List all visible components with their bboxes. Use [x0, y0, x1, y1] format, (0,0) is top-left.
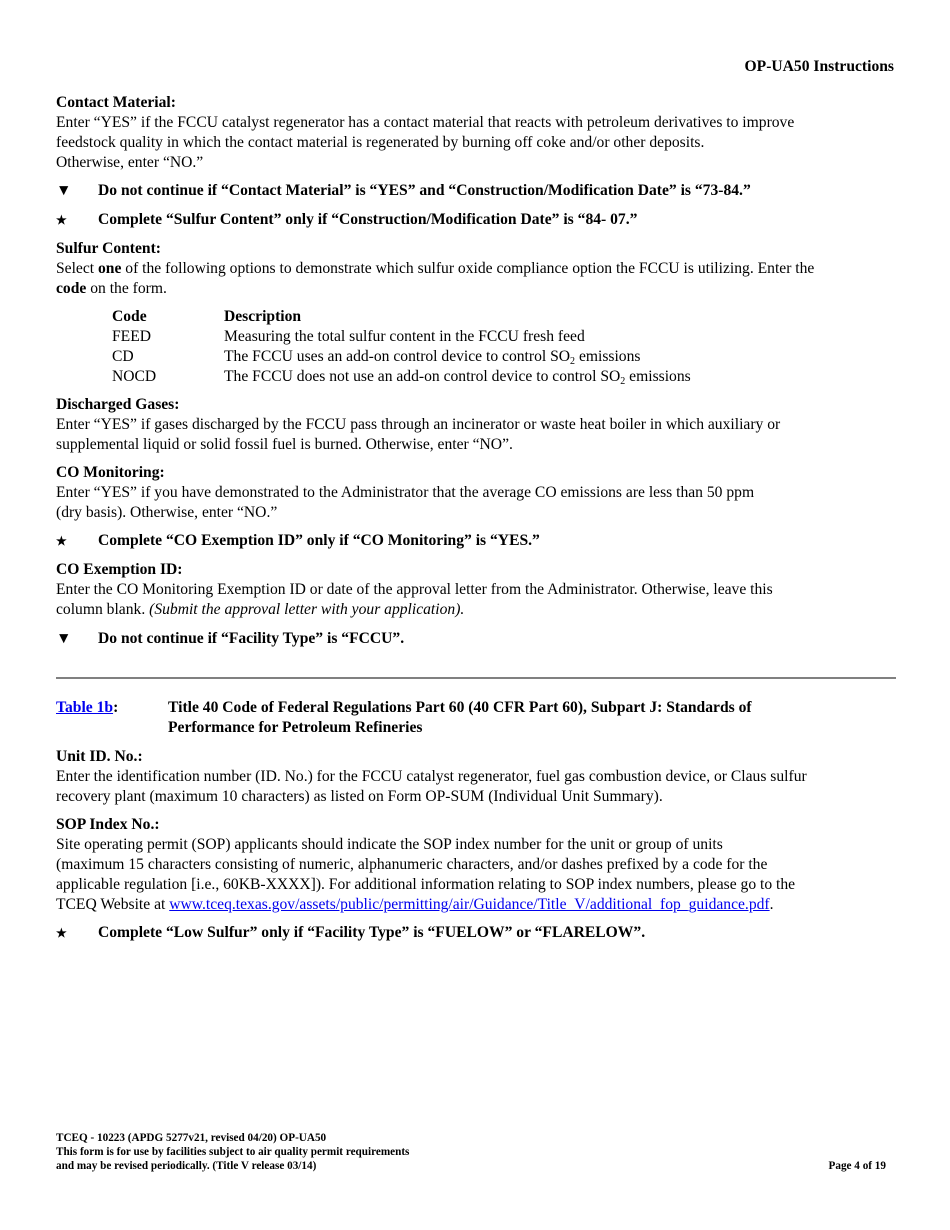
- description-cell: Measuring the total sulfur content in the FCCU fresh feed: [224, 328, 585, 345]
- co-exemption-text-1: Enter the CO Monitoring Exemption ID or date of the approval letter from the Administrator. Otherwise, leave this: [56, 581, 773, 598]
- co-exemption-heading: CO Exemption ID:: [56, 561, 183, 578]
- code-cell: FEED: [112, 328, 151, 345]
- discharged-gases-heading: Discharged Gases:: [56, 396, 180, 413]
- page-number: Page 4 of 19: [828, 1160, 886, 1172]
- co-exemption-text-2: column blank. (Submit the approval letter with your application).: [56, 601, 465, 618]
- star-icon: ★: [56, 926, 67, 940]
- contact-material-section: [56, 93, 896, 173]
- table-1b-title: Title 40 Code of Federal Regulations Part 60 (40 CFR Part 60), Subpart J: Standards of Performance for Petroleum Refineries: [168, 699, 752, 736]
- co-monitoring-text-1: Enter “YES” if you have demonstrated to the Administrator that the average CO emissions are less than 50 ppm: [56, 484, 755, 501]
- co-exemption-section: [56, 560, 896, 620]
- unit-id-text-1: Enter the identification number (ID. No.) for the FCCU catalyst regenerator, fuel gas combustion device, or Claus sulfur: [56, 768, 807, 785]
- down-triangle-icon: ▼: [56, 182, 72, 199]
- star-icon: ★: [56, 534, 67, 548]
- sulfur-code-table: [112, 307, 691, 387]
- co-monitoring-heading: CO Monitoring:: [56, 464, 165, 481]
- description-cell: The FCCU uses an add-on control device to control $SO_2$ emissions: [224, 348, 641, 367]
- note-text: Complete “Low Sulfur” only if “Facility Type” is “FUELOW” or “FLARELOW”.: [98, 924, 646, 941]
- tceq-guidance-link[interactable]: www.tceq.texas.gov/assets/public/permitting/air/Guidance/Title_V/additional_fop_guidance.pdf: [169, 896, 770, 913]
- contact-material-text-3: Otherwise, enter “NO.”: [56, 154, 204, 171]
- discharged-gases-section: [56, 395, 896, 455]
- sop-index-text-4: TCEQ Website at www.tceq.texas.gov/assets/public/permitting/air/Guidance/Title_V/additional_fop_guidance.pdf.: [56, 896, 774, 913]
- page-footer: [56, 1131, 896, 1173]
- table-row: [112, 367, 691, 387]
- contact-material-text-2: feedstock quality in which the contact material is regenerated by burning off coke and/or other deposits.: [56, 134, 705, 151]
- description-cell: The FCCU does not use an add-on control device to control $SO_2$ emissions: [224, 368, 691, 387]
- sop-index-text-1: Site operating permit (SOP) applicants should indicate the SOP index number for the unit or group of units: [56, 836, 723, 853]
- footer-form-id: TCEQ - 10223 (APDG 5277v21, revised 04/20) OP-UA50: [56, 1132, 327, 1144]
- contact-material-text-1: Enter “YES” if the FCCU catalyst regenerator has a contact material that reacts with petroleum derivatives to improve: [56, 114, 795, 131]
- sop-index-section: [56, 815, 896, 915]
- discharged-gases-text-2: supplemental liquid or solid fossil fuel is burned. Otherwise, enter “NO”.: [56, 436, 513, 453]
- unit-id-heading: Unit ID. No.:: [56, 748, 143, 765]
- note-text: Do not continue if “Contact Material” is “YES” and “Construction/Modification Date” is “73-84.”: [98, 182, 751, 199]
- description-column-header: Description: [224, 308, 302, 325]
- code-column-header: Code: [112, 308, 147, 325]
- unit-id-text-2: recovery plant (maximum 10 characters) as listed on Form OP-SUM (Individual Unit Summary).: [56, 788, 663, 805]
- code-cell: NOCD: [112, 368, 157, 385]
- co-monitoring-text-2: (dry basis). Otherwise, enter “NO.”: [56, 504, 278, 521]
- note-text: Do not continue if “Facility Type” is “FCCU”.: [98, 630, 405, 647]
- page-header-title: OP-UA50 Instructions: [744, 58, 894, 75]
- table-header-row: [112, 307, 691, 327]
- table-1b-reference: [56, 698, 896, 736]
- sulfur-content-text-2: code on the form.: [56, 280, 167, 297]
- contact-material-heading: Contact Material:: [56, 94, 176, 111]
- footer-usage-note: This form is for use by facilities subject to air quality permit requirements: [56, 1146, 410, 1158]
- star-icon: ★: [56, 213, 67, 227]
- sop-index-text-3: applicable regulation [i.e., 60KB-XXXX]). For additional information relating to SOP index numbers, please go to the: [56, 876, 796, 893]
- footer-revision-note: and may be revised periodically. (Title V release 03/14): [56, 1160, 317, 1172]
- code-cell: CD: [112, 348, 134, 365]
- sulfur-content-section: [56, 239, 896, 299]
- sop-index-heading: SOP Index No.:: [56, 816, 160, 833]
- unit-id-section: [56, 747, 896, 807]
- note-text: Complete “Sulfur Content” only if “Construction/Modification Date” is “84- 07.”: [98, 211, 638, 228]
- note-text: Complete “CO Exemption ID” only if “CO Monitoring” is “YES.”: [98, 532, 540, 549]
- co-monitoring-section: [56, 463, 896, 523]
- discharged-gases-text-1: Enter “YES” if gases discharged by the FCCU pass through an incinerator or waste heat boiler in which auxiliary or: [56, 416, 781, 433]
- section-divider: [56, 677, 896, 679]
- table-1b-link[interactable]: Table 1b:: [56, 699, 119, 716]
- sop-index-text-2: (maximum 15 characters consisting of numeric, alphanumeric characters, and/or dashes prefixed by a code for the: [56, 856, 768, 873]
- table-row: [112, 327, 691, 347]
- sulfur-content-text-1: Select one of the following options to demonstrate which sulfur oxide compliance option the FCCU is utilizing. Enter the: [56, 260, 815, 277]
- table-row: [112, 347, 691, 367]
- sulfur-content-heading: Sulfur Content:: [56, 240, 161, 257]
- down-triangle-icon: ▼: [56, 630, 72, 647]
